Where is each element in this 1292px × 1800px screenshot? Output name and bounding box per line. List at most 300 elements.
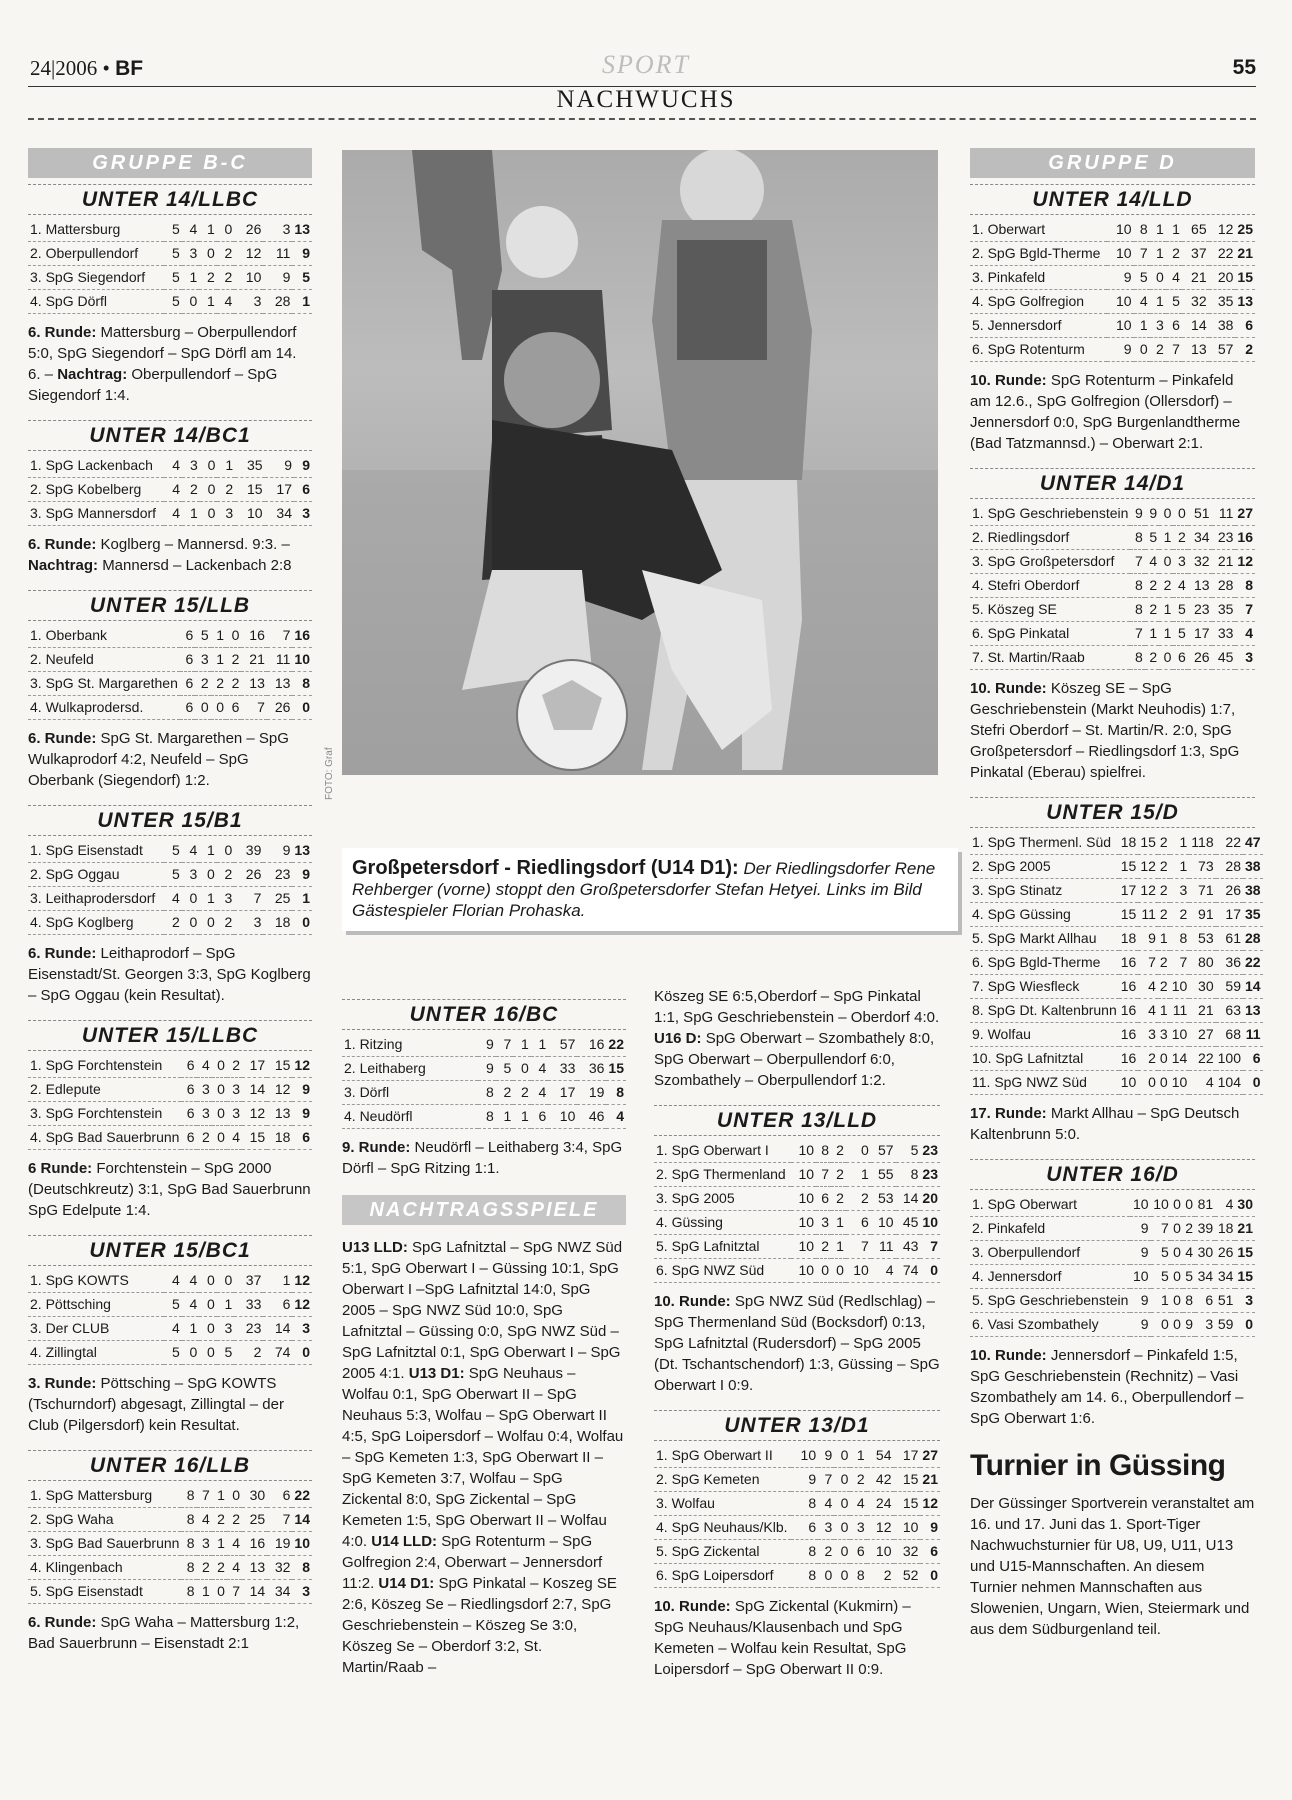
points-cell: 30: [1235, 1193, 1255, 1217]
stat-cell: 68: [1216, 1023, 1243, 1047]
points-cell: 14: [292, 1508, 312, 1532]
stat-cell: 2: [226, 672, 241, 696]
stat-cell: 10: [846, 1259, 871, 1283]
stat-cell: 7: [846, 1235, 871, 1259]
standings-table: [28, 454, 312, 526]
stat-cell: 0: [1138, 1071, 1158, 1095]
stat-cell: 34: [1195, 1265, 1215, 1289]
stat-cell: 35: [1209, 290, 1236, 314]
team-name: 4. Stefri Oberdorf: [970, 574, 1130, 598]
table-row: [342, 1033, 626, 1057]
stat-cell: 8: [791, 1492, 818, 1516]
table-row: [28, 1078, 312, 1102]
stat-cell: 104: [1216, 1071, 1243, 1095]
stat-cell: 0: [200, 454, 218, 478]
stat-cell: 57: [1209, 338, 1236, 362]
table-title: UNTER 14/D1: [970, 468, 1255, 499]
team-name: 7. St. Martin/Raab: [970, 646, 1130, 670]
stat-cell: 4: [182, 1269, 200, 1293]
table-row: [970, 903, 1263, 927]
stat-cell: 74: [896, 1259, 921, 1283]
team-name: 3. SpG Siegendorf: [28, 266, 164, 290]
round-results: [28, 728, 312, 791]
stat-cell: 1: [496, 1105, 514, 1129]
stat-cell: 8: [478, 1081, 496, 1105]
table-row: [970, 975, 1263, 999]
stat-cell: 0: [1158, 1047, 1170, 1071]
issue-number: 24|2006: [30, 56, 98, 80]
points-cell: 27: [920, 1444, 940, 1468]
table-row: [28, 1102, 312, 1126]
stat-cell: 6: [180, 648, 195, 672]
stat-cell: 118: [1189, 831, 1215, 855]
stat-cell: 2: [867, 1564, 894, 1588]
stat-cell: 10: [1170, 1023, 1190, 1047]
stat-cell: 17: [242, 1054, 267, 1078]
team-name: 4. SpG Neuhaus/Klb.: [654, 1516, 791, 1540]
stat-cell: 6: [1166, 314, 1182, 338]
stat-cell: 10: [791, 1259, 816, 1283]
team-name: 5. Jennersdorf: [970, 314, 1107, 338]
points-cell: 6: [920, 1540, 940, 1564]
points-cell: 6: [294, 478, 312, 502]
team-name: 2. SpG Oggau: [28, 863, 164, 887]
stat-cell: 0: [199, 911, 217, 935]
stat-cell: 13: [1188, 574, 1212, 598]
stat-cell: 1: [1151, 1289, 1171, 1313]
stat-cell: 6: [850, 1540, 866, 1564]
stat-cell: 1: [182, 1317, 200, 1341]
stat-cell: 30: [1195, 1241, 1215, 1265]
table-row: [28, 696, 312, 720]
table-row: [970, 951, 1263, 975]
stat-cell: 35: [1212, 598, 1236, 622]
stat-cell: 14: [896, 1187, 921, 1211]
stat-cell: 11: [1138, 903, 1158, 927]
team-name: 5. SpG Geschriebenstein: [970, 1289, 1130, 1313]
stat-cell: 71: [1189, 879, 1215, 903]
stat-cell: 3: [197, 1078, 212, 1102]
stat-cell: 37: [1182, 242, 1209, 266]
table-row: [654, 1187, 940, 1211]
points-cell: 0: [920, 1564, 940, 1588]
stat-cell: 17: [1216, 903, 1243, 927]
stat-cell: 11: [1212, 502, 1236, 526]
stat-cell: 1: [199, 290, 217, 314]
stat-cell: 3: [234, 290, 263, 314]
stat-cell: 10: [1151, 1193, 1171, 1217]
stat-cell: 28: [1216, 855, 1243, 879]
table-row: [970, 646, 1255, 670]
stat-cell: 4: [182, 1293, 200, 1317]
stat-cell: 5: [164, 863, 182, 887]
stat-cell: 2: [217, 266, 235, 290]
stat-cell: 22: [1209, 242, 1236, 266]
stat-cell: 4: [197, 1508, 212, 1532]
stat-cell: 2: [211, 672, 226, 696]
table-row: [28, 266, 312, 290]
stat-cell: 3: [227, 1102, 242, 1126]
stat-cell: 1: [197, 1580, 212, 1604]
stat-cell: 43: [896, 1235, 921, 1259]
points-cell: 3: [1235, 646, 1255, 670]
team-name: 3. Der CLUB: [28, 1317, 164, 1341]
table-row: [970, 290, 1255, 314]
table-row: [970, 526, 1255, 550]
u16d-label: U16 D:: [654, 1030, 702, 1047]
stat-cell: 3: [197, 1102, 212, 1126]
round-results: [28, 943, 312, 1006]
round-label: 17. Runde:: [970, 1105, 1047, 1122]
points-cell: 2: [1235, 338, 1255, 362]
points-cell: 10: [292, 648, 312, 672]
stat-cell: 7: [1166, 338, 1182, 362]
stat-cell: 4: [227, 1126, 242, 1150]
stat-cell: 0: [226, 624, 241, 648]
stat-cell: 6: [180, 672, 195, 696]
standings-table: [28, 1484, 312, 1604]
stat-cell: 3: [850, 1516, 866, 1540]
team-name: 3. SpG Forchtenstein: [28, 1102, 181, 1126]
stat-cell: 0: [1171, 1217, 1183, 1241]
stat-cell: 0: [217, 839, 235, 863]
stat-cell: 10: [234, 266, 263, 290]
team-name: 1. Ritzing: [342, 1033, 478, 1057]
stat-cell: 9: [1130, 1313, 1150, 1337]
round-results: [342, 1137, 626, 1179]
stat-cell: 12: [1138, 855, 1158, 879]
team-name: 3. Oberpullendorf: [970, 1241, 1130, 1265]
stat-cell: 7: [227, 1580, 242, 1604]
stat-cell: 63: [1216, 999, 1243, 1023]
stat-cell: 2: [1145, 646, 1159, 670]
team-name: 1. SpG Geschriebenstein: [970, 502, 1130, 526]
stat-cell: 1: [212, 1484, 227, 1508]
team-name: 4. SpG Dörfl: [28, 290, 164, 314]
caption-text: Der Riedlingsdorfer Rene Rehberger (vorne) stoppt den Großpetersdorfer Stefan Hetyei. Links im Bild Gästespieler Florian Prohaska.: [352, 859, 936, 920]
stat-cell: 46: [577, 1105, 606, 1129]
stat-cell: 2: [831, 1187, 846, 1211]
table-row: [970, 622, 1255, 646]
points-cell: 9: [292, 1078, 312, 1102]
stat-cell: 1: [1159, 598, 1173, 622]
stat-cell: 13: [267, 672, 293, 696]
stat-cell: 7: [1138, 951, 1158, 975]
stat-cell: 17: [894, 1444, 921, 1468]
points-cell: 21: [1235, 242, 1255, 266]
points-cell: 12: [920, 1492, 940, 1516]
stat-cell: 4: [197, 1054, 212, 1078]
team-name: 2. Leithaberg: [342, 1057, 478, 1081]
table-row: [654, 1211, 940, 1235]
standings-table: [28, 624, 312, 720]
table-row: [970, 574, 1255, 598]
round-results: [654, 1596, 940, 1680]
stat-cell: 10: [235, 502, 264, 526]
table-row: [28, 478, 312, 502]
points-cell: 10: [920, 1211, 940, 1235]
stat-cell: 18: [1119, 927, 1139, 951]
stat-cell: 5: [164, 1341, 182, 1365]
stat-cell: 17: [1188, 622, 1212, 646]
team-name: 5. SpG Zickental: [654, 1540, 791, 1564]
table-title: UNTER 15/D: [970, 797, 1255, 828]
stat-cell: 5: [164, 839, 182, 863]
stat-cell: 2: [1173, 526, 1187, 550]
stat-cell: 34: [1188, 526, 1212, 550]
stat-cell: 10: [1130, 1193, 1150, 1217]
stat-cell: 12: [1209, 218, 1236, 242]
stat-cell: 8: [896, 1163, 921, 1187]
table-row: [970, 550, 1255, 574]
table-row: [342, 1105, 626, 1129]
table-row: [970, 1047, 1263, 1071]
team-name: 7. SpG Wiesfleck: [970, 975, 1119, 999]
round-results: [28, 1158, 312, 1221]
standings-table: [970, 831, 1263, 1095]
points-cell: 23: [920, 1163, 940, 1187]
stat-cell: 57: [871, 1139, 896, 1163]
stat-cell: 0: [212, 1580, 227, 1604]
stat-cell: 0: [199, 1293, 217, 1317]
nachtrag-label: U14 LLD:: [371, 1533, 438, 1550]
team-name: 1. SpG Thermenl. Süd: [970, 831, 1119, 855]
points-cell: 14: [1243, 975, 1263, 999]
stat-cell: 33: [1212, 622, 1236, 646]
stat-cell: 3: [263, 218, 292, 242]
stat-cell: 8: [1130, 598, 1144, 622]
points-cell: 13: [292, 218, 312, 242]
stat-cell: 30: [1189, 975, 1215, 999]
stat-cell: 5: [1173, 598, 1187, 622]
round-text: Köszeg SE – SpG Geschriebenstein (Markt Neuhodis) 1:7, Stefri Oberdorf – St. Martin/R. 2:0, SpG Großpetersdorf – Riedlingsdorf 1:3, SpG Pinkatal (Eberau) spielfrei.: [970, 680, 1240, 781]
stat-cell: 6: [816, 1187, 831, 1211]
stat-cell: 33: [548, 1057, 577, 1081]
stat-cell: 91: [1189, 903, 1215, 927]
stat-cell: 8: [1130, 526, 1144, 550]
team-name: 3. Pinkafeld: [970, 266, 1107, 290]
points-cell: 10: [292, 1532, 312, 1556]
team-name: 6. SpG Bgld-Therme: [970, 951, 1119, 975]
continued-text: Köszeg SE 6:5,Oberdorf – SpG Pinkatal 1:1, SpG Geschriebenstein – Oberdorf 4:0.: [654, 988, 940, 1026]
nachtrag-text: SpG Pinkatal – Koszeg SE 2:6, Köszeg Se – Riedlingsdorf 2:7, SpG Geschriebenstein – Köszeg Se 3:0, Köszeg Se – Oberdorf 3:2, St. Martin/Raab –: [342, 1575, 617, 1676]
team-name: 1. SpG Lackenbach: [28, 454, 164, 478]
standings-table: [654, 1444, 940, 1588]
points-cell: 15: [1235, 1241, 1255, 1265]
points-cell: 21: [920, 1468, 940, 1492]
team-name: 3. SpG Großpetersdorf: [970, 550, 1130, 574]
stat-cell: 1: [1145, 622, 1159, 646]
round-label: 9. Runde:: [342, 1139, 411, 1156]
table-title: UNTER 16/LLB: [28, 1450, 312, 1481]
points-cell: 8: [292, 672, 312, 696]
stat-cell: 0: [199, 1341, 217, 1365]
points-cell: 5: [292, 266, 312, 290]
stat-cell: 1: [182, 266, 200, 290]
stat-cell: 2: [227, 1054, 242, 1078]
team-name: 5. SpG Lafnitztal: [654, 1235, 791, 1259]
group-banner-bc: GRUPPE B-C: [28, 148, 312, 178]
stat-cell: 30: [242, 1484, 267, 1508]
stat-cell: 2: [195, 672, 210, 696]
stat-cell: 6: [226, 696, 241, 720]
team-name: 2. Pinkafeld: [970, 1217, 1130, 1241]
stat-cell: 14: [242, 1078, 267, 1102]
stat-cell: 3: [1150, 314, 1166, 338]
points-cell: 0: [1243, 1071, 1263, 1095]
stat-cell: 26: [267, 696, 293, 720]
table-row: [970, 1217, 1255, 1241]
stat-cell: 19: [577, 1081, 606, 1105]
stat-cell: 16: [1119, 1023, 1139, 1047]
stat-cell: 2: [850, 1468, 866, 1492]
round-text: Leithaprodorf – SpG Eisenstadt/St. Georgen 3:3, SpG Koglberg – SpG Oggau (kein Resultat).: [28, 945, 311, 1004]
points-cell: 8: [606, 1081, 626, 1105]
stat-cell: 0: [1171, 1265, 1183, 1289]
team-name: 3. Wolfau: [654, 1492, 791, 1516]
stat-cell: 0: [212, 1054, 227, 1078]
table-row: [654, 1516, 940, 1540]
team-name: 1. SpG Eisenstadt: [28, 839, 164, 863]
team-name: 4. SpG Golfregion: [970, 290, 1107, 314]
team-name: 2. Riedlingsdorf: [970, 526, 1130, 550]
table-row: [970, 1193, 1255, 1217]
table-row: [28, 242, 312, 266]
stat-cell: 5: [164, 266, 182, 290]
stat-cell: 5: [1183, 1265, 1195, 1289]
points-cell: 12: [292, 1054, 312, 1078]
standings-table: [28, 839, 312, 935]
turnier-text: Der Güssinger Sportverein veranstaltet am 16. und 17. Juni das 1. Sport-Tiger Nachwuchsturnier für U8, U9, U11, U13 und U15-Mannschaften. An diesem Turnier nehmen Mannschaften aus Slowenien, Ungarn, Wien, Steiermark und aus dem Südburgenland teil.: [970, 1495, 1255, 1638]
stat-cell: 4: [871, 1259, 896, 1283]
team-name: 1. SpG KOWTS: [28, 1269, 164, 1293]
stat-cell: 9: [265, 454, 294, 478]
table-row: [28, 624, 312, 648]
team-name: 3. SpG Stinatz: [970, 879, 1119, 903]
stat-cell: 42: [867, 1468, 894, 1492]
stat-cell: 5: [164, 1293, 182, 1317]
stat-cell: 0: [199, 863, 217, 887]
stat-cell: 16: [577, 1033, 606, 1057]
brand-name: BF: [115, 57, 144, 80]
stat-cell: 3: [1173, 550, 1187, 574]
stat-cell: 8: [850, 1564, 866, 1588]
stat-cell: 10: [791, 1235, 816, 1259]
points-cell: 35: [1243, 903, 1263, 927]
table-row: [654, 1444, 940, 1468]
stat-cell: 0: [1171, 1313, 1183, 1337]
stat-cell: 15: [235, 478, 264, 502]
stat-cell: 1: [212, 1532, 227, 1556]
stat-cell: 10: [1119, 1071, 1139, 1095]
points-cell: 16: [292, 624, 312, 648]
team-name: 2. Pöttsching: [28, 1293, 164, 1317]
stat-cell: 2: [1159, 574, 1173, 598]
stat-cell: 4: [164, 478, 182, 502]
round-label: 10. Runde:: [654, 1598, 731, 1615]
stat-cell: 13: [1182, 338, 1209, 362]
stat-cell: 6: [263, 1293, 292, 1317]
points-cell: 3: [292, 1580, 312, 1604]
table-row: [654, 1139, 940, 1163]
stat-cell: 2: [1166, 242, 1182, 266]
stat-cell: 0: [199, 1317, 217, 1341]
round-text: SpG NWZ Süd (Redlschlag) – SpG Thermenland Süd (Bocksdorf) 0:13, SpG Lafnitztal (Rudersdorf) – SpG 2005 (Dt. Tschantschendorf) 1:3, Güssing – SpG Oberwart I 0:9.: [654, 1293, 940, 1394]
table-row: [654, 1259, 940, 1283]
points-cell: 0: [292, 911, 312, 935]
table-row: [970, 1023, 1263, 1047]
table-row: [28, 911, 312, 935]
nachtrag-continued: [654, 986, 940, 1091]
stat-cell: 35: [235, 454, 264, 478]
points-cell: 0: [292, 696, 312, 720]
stat-cell: 15: [894, 1492, 921, 1516]
team-name: 1. Oberwart: [970, 218, 1107, 242]
team-name: 6. SpG Pinkatal: [970, 622, 1130, 646]
stat-cell: 2: [1183, 1217, 1195, 1241]
points-cell: 1: [292, 887, 312, 911]
stat-cell: 0: [1159, 550, 1173, 574]
stat-cell: 45: [896, 1211, 921, 1235]
stat-cell: 0: [182, 1341, 200, 1365]
points-cell: 38: [1243, 855, 1263, 879]
table-row: [28, 502, 312, 526]
round-results: [654, 1291, 940, 1396]
stat-cell: 0: [834, 1564, 850, 1588]
issue-info: 24|2006 • BF: [30, 56, 144, 80]
stat-cell: 0: [195, 696, 210, 720]
stat-cell: 14: [1170, 1047, 1190, 1071]
stat-cell: 2: [513, 1081, 531, 1105]
stat-cell: 10: [867, 1540, 894, 1564]
stat-cell: 11: [1170, 999, 1190, 1023]
stat-cell: 1: [850, 1444, 866, 1468]
stat-cell: 57: [548, 1033, 577, 1057]
table-row: [28, 1126, 312, 1150]
stat-cell: 3: [195, 648, 210, 672]
stat-cell: 100: [1216, 1047, 1243, 1071]
stat-cell: 15: [894, 1468, 921, 1492]
stat-cell: 3: [1138, 1023, 1158, 1047]
stat-cell: 16: [241, 624, 267, 648]
stat-cell: 26: [1215, 1241, 1235, 1265]
stat-cell: 0: [1158, 1071, 1170, 1095]
team-name: 3. Dörfl: [342, 1081, 478, 1105]
stat-cell: 11: [871, 1235, 896, 1259]
stat-cell: 4: [1183, 1241, 1195, 1265]
stat-cell: 11: [263, 242, 292, 266]
stat-cell: 5: [217, 1341, 235, 1365]
stat-cell: 2: [816, 1235, 831, 1259]
stat-cell: 0: [199, 242, 217, 266]
stat-cell: 5: [1173, 622, 1187, 646]
stat-cell: 16: [242, 1532, 267, 1556]
team-name: 4. SpG Güssing: [970, 903, 1119, 927]
table-row: [970, 1265, 1255, 1289]
stat-cell: 8: [478, 1105, 496, 1129]
photo-caption: [342, 848, 958, 931]
stat-cell: 0: [1151, 1313, 1171, 1337]
team-name: 6. SpG Loipersdorf: [654, 1564, 791, 1588]
table-row: [970, 1241, 1255, 1265]
round-text: Mattersburg – Oberpullendorf 5:0, SpG Siegendorf – SpG Dörfl am 14. 6. –: [28, 324, 297, 383]
team-name: 5. SpG Eisenstadt: [28, 1580, 181, 1604]
team-name: 2. SpG Kemeten: [654, 1468, 791, 1492]
stat-cell: 21: [1189, 999, 1215, 1023]
stat-cell: 45: [1212, 646, 1236, 670]
points-cell: 13: [1235, 290, 1255, 314]
stat-cell: 14: [263, 1317, 292, 1341]
